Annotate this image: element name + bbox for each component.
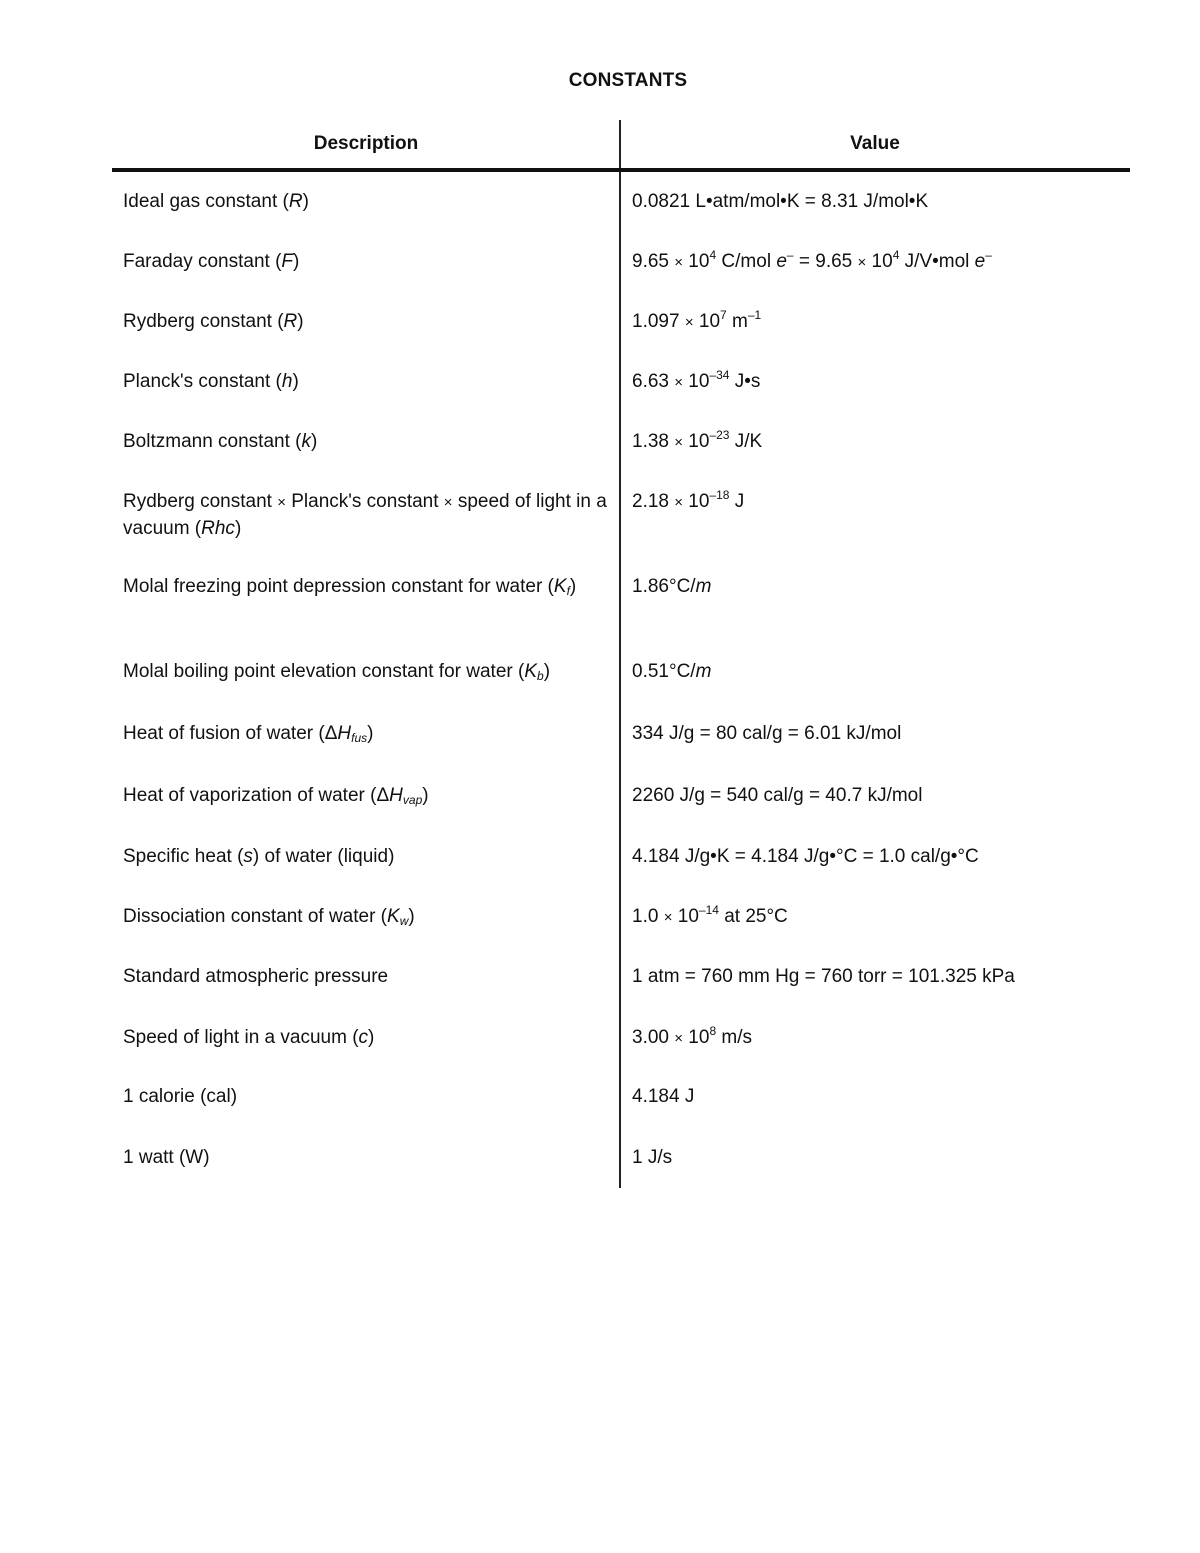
row-description: Faraday constant (F) [123, 251, 300, 272]
row-value: $1.38 \times 10^{-23}$ J/K [632, 428, 763, 452]
row-value: 4.184 J [632, 1086, 695, 1107]
row-value: $9.65 \times 10^4$ C/mol $e^- = 9.65 \times 10^4$ J/V•mol e– [632, 248, 992, 272]
column-divider [619, 120, 621, 1188]
row-description: 1 calorie (cal) [123, 1086, 238, 1107]
header-rule [112, 168, 1130, 172]
row-description: Molal boiling point elevation constant for water $(K_b)$ [123, 661, 551, 683]
row-description: Rydberg constant × Planck's constant × speed of light in a vacuum (Rhc) [123, 491, 607, 539]
row-value: $6.63 \times 10^{-34}$ J•s [632, 368, 761, 392]
row-description: Speed of light in a vacuum (c) [123, 1027, 375, 1048]
page-title: CONSTANTS [568, 70, 688, 91]
row-value: 1.86°C/m [632, 576, 712, 597]
row-value: 4.184 J/g•K = 4.184 J/g•°C = 1.0 cal/g•°C [632, 846, 979, 867]
row-description: Planck's constant (h) [123, 371, 299, 392]
row-description: Heat of vaporization of water $(\Delta H_{vap})$ [123, 785, 429, 807]
row-description: Heat of fusion of water $(\Delta H_{fus})$ [123, 723, 374, 745]
description-column-header: Description [313, 133, 419, 154]
row-description: Boltzmann constant (k) [123, 431, 318, 452]
row-description: Specific heat (s) of water (liquid) [123, 846, 395, 867]
row-value: $1.0 \times 10^{-14}$ at 25°C [632, 903, 788, 927]
row-description: 1 watt (W) [123, 1147, 210, 1168]
row-description: Rydberg constant (R) [123, 311, 304, 332]
row-value: 2260 J/g = 540 cal/g = 40.7 kJ/mol [632, 785, 923, 806]
value-column-header: Value [850, 133, 900, 154]
row-value: 0.51°C/m [632, 661, 712, 682]
row-description: Standard atmospheric pressure [123, 966, 389, 987]
row-value: 1 atm = 760 mm Hg = 760 torr = 101.325 kPa [632, 966, 1015, 987]
row-value: $2.18 \times 10^{-18}$ J [632, 488, 745, 512]
row-value: $1.097 \times 10^7$ $m^{-1}$ [632, 308, 762, 332]
row-description: Dissociation constant of water $(K_w)$ [123, 906, 415, 928]
row-value: 1 J/s [632, 1147, 673, 1168]
row-description: Molal freezing point depression constant for water $(K_f)$ [123, 576, 577, 598]
row-value: 0.0821 L•atm/mol•K = 8.31 J/mol•K [632, 191, 929, 212]
row-description: Ideal gas constant (R) [123, 191, 309, 212]
row-value: $3.00 \times 10^8$ m/s [632, 1024, 753, 1048]
row-value: 334 J/g = 80 cal/g = 6.01 kJ/mol [632, 723, 902, 744]
